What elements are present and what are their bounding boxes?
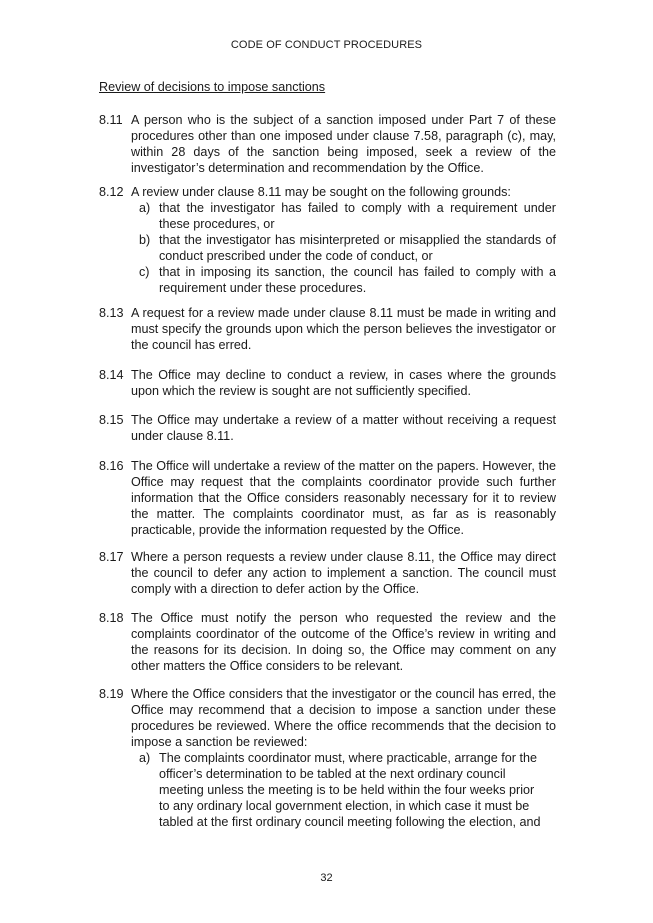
list-item bbox=[131, 264, 556, 296]
item-label: a) bbox=[139, 201, 151, 215]
clause-text: The Office must notify the person who requested the review and the complaints coordinator of the outcome of the Office’s review in writing and the reasons for its decision. In doing so, the Office may comment on any other matters the Office considers to be relevant. bbox=[131, 611, 556, 673]
clause-number: 8.14 bbox=[99, 368, 124, 382]
clause-text: The Office may undertake a review of a matter without receiving a request under clause 8.11. bbox=[131, 413, 556, 443]
list-item bbox=[131, 750, 556, 830]
clause-text: A review under clause 8.11 may be sought on the following grounds: bbox=[131, 185, 511, 199]
clause-number: 8.15 bbox=[99, 413, 124, 427]
clause-8-18 bbox=[99, 610, 556, 674]
item-text: that in imposing its sanction, the council has failed to comply with a requirement under these procedures. bbox=[159, 265, 556, 295]
item-text: that the investigator has failed to comply with a requirement under these procedures, or bbox=[159, 201, 556, 231]
section-heading: Review of decisions to impose sanctions bbox=[99, 80, 326, 94]
clause-8-14 bbox=[99, 367, 556, 399]
clause-8-16 bbox=[99, 458, 556, 538]
clause-8-12 bbox=[99, 184, 556, 296]
sub-item-list bbox=[131, 750, 556, 830]
clause-number: 8.12 bbox=[99, 185, 124, 199]
clause-number: 8.13 bbox=[99, 306, 124, 320]
page-number: 32 bbox=[320, 872, 333, 884]
clause-number: 8.19 bbox=[99, 687, 124, 701]
item-label: a) bbox=[139, 751, 151, 765]
clause-number: 8.16 bbox=[99, 459, 124, 473]
clause-8-15 bbox=[99, 412, 556, 444]
item-text: The complaints coordinator must, where practicable, arrange for the officer’s determination to be tabled at the next ordinary council meeting unless the meeting is to be held within the four weeks prior to any ordinary local government election, in which case it must be tabled at the first ordinary council meeting following the election, and bbox=[159, 751, 541, 829]
clause-8-19 bbox=[99, 686, 556, 830]
item-label: b) bbox=[139, 233, 151, 247]
clause-text: A request for a review made under clause 8.11 must be made in writing and must specify the grounds upon which the person believes the investigator or the council has erred. bbox=[131, 306, 556, 352]
clause-8-11 bbox=[99, 112, 556, 176]
clause-text: Where the Office considers that the investigator or the council has erred, the Office may recommend that a decision to impose a sanction under these procedures be reviewed. Where the office recommends that the decision to impose a sanction be reviewed: bbox=[131, 687, 556, 749]
clause-number: 8.17 bbox=[99, 550, 124, 564]
clause-number: 8.11 bbox=[99, 113, 123, 127]
clause-text: The Office will undertake a review of the matter on the papers. However, the Office may request that the complaints coordinator provide such further information that the Office considers reasonably necessary for it to review the matter. The complaints coordinator must, as far as is reasonably practicable, provide the information requested by the Office. bbox=[131, 459, 556, 537]
clause-text: A person who is the subject of a sanction imposed under Part 7 of these procedures other than one imposed under clause 7.58, paragraph (c), may, within 28 days of the sanction being imposed, seek a review of the investigator’s determination and recommendation by the Office. bbox=[131, 113, 556, 175]
clause-number: 8.18 bbox=[99, 611, 124, 625]
running-header: CODE OF CONDUCT PROCEDURES bbox=[230, 39, 423, 51]
item-label: c) bbox=[139, 265, 150, 279]
list-item bbox=[131, 200, 556, 232]
item-text: that the investigator has misinterpreted or misapplied the standards of conduct prescribed under the code of conduct, or bbox=[159, 233, 556, 263]
clause-8-17 bbox=[99, 549, 556, 597]
sub-item-list bbox=[131, 200, 556, 296]
clause-text: Where a person requests a review under clause 8.11, the Office may direct the council to defer any action to implement a sanction. The council must comply with a direction to defer action by the Office. bbox=[131, 550, 556, 596]
list-item bbox=[131, 232, 556, 264]
clause-8-13 bbox=[99, 305, 556, 353]
clause-text: The Office may decline to conduct a review, in cases where the grounds upon which the review is sought are not sufficiently specified. bbox=[131, 368, 556, 398]
